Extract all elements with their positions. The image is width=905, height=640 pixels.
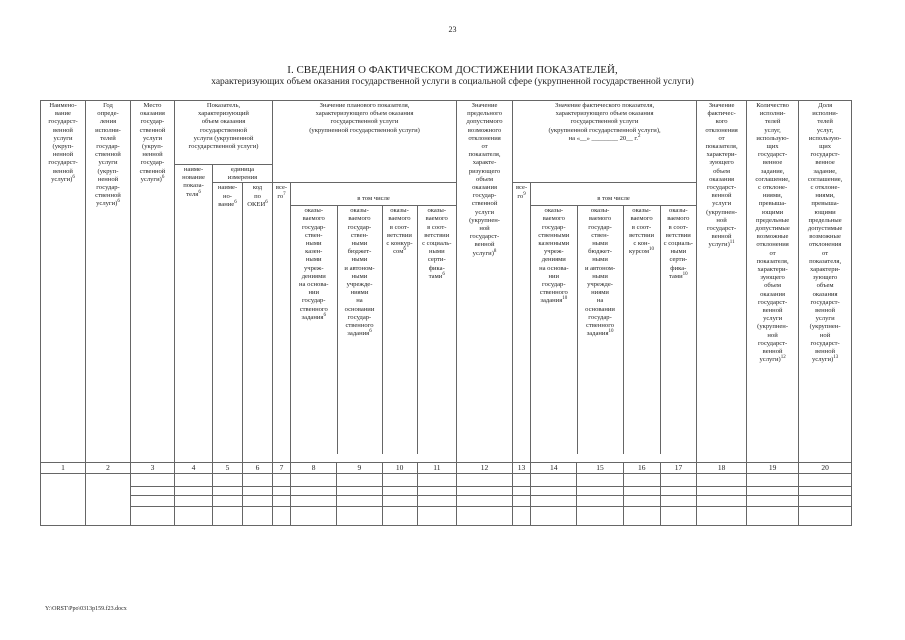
- column-number: 1: [41, 462, 86, 473]
- fact-including-label: в том числе: [531, 192, 696, 206]
- column-number: 9: [337, 462, 382, 473]
- empty-cell: [577, 506, 623, 525]
- empty-row: [41, 486, 852, 495]
- empty-cell: [131, 473, 175, 486]
- empty-cell: [697, 495, 747, 506]
- empty-cell: [417, 473, 456, 486]
- header-unit: единица измерения: [213, 165, 273, 183]
- column-number: 14: [531, 462, 577, 473]
- fact-sub-certificates: оказы- ваемого в соот- ветствии с социаль- ными серти- фика- тами$^{10}$: [663, 207, 693, 280]
- column-number: 7: [273, 462, 291, 473]
- empty-cell: [623, 486, 660, 495]
- empty-cell: [273, 486, 291, 495]
- fact-sub-contest: оказы- ваемого в соот- ветствии с кон- курсом$^{10}$: [623, 206, 660, 454]
- empty-cell: [131, 495, 175, 506]
- empty-cell: [337, 506, 382, 525]
- empty-cell: [697, 506, 747, 525]
- header-actual-deviation: Значение фактичес- кого отклонения от показателя, характери- зующего объем оказания государст- венной услуги (укрупнен- ной государст- венной услуги)$^{11}$: [697, 101, 747, 463]
- empty-cell: [799, 486, 852, 495]
- plan-sub-kazennye: оказы- ваемого государ- ствен- ными казен- ными учреж- дениями на основа- нии государ- ственного задания$^6$: [291, 206, 337, 454]
- empty-cell: [243, 495, 273, 506]
- empty-cell: [660, 486, 696, 495]
- empty-cell: [457, 506, 513, 525]
- empty-cell: [799, 473, 852, 486]
- empty-cell: [273, 495, 291, 506]
- column-number: 12: [457, 462, 513, 473]
- empty-cell: [513, 495, 531, 506]
- empty-cell: [291, 473, 337, 486]
- empty-cell: [417, 495, 456, 506]
- column-number: 8: [291, 462, 337, 473]
- empty-cell: [213, 506, 243, 525]
- empty-cell: [213, 486, 243, 495]
- column-number: 5: [213, 462, 243, 473]
- header-unit-code: код по ОКЕИ$^6$: [243, 183, 273, 462]
- empty-cell: [417, 486, 456, 495]
- empty-cell: [41, 473, 86, 525]
- section-subtitle: характеризующих объем оказания государственной услуги в социальной сфере (укрупненной государственной услуги): [211, 77, 694, 87]
- empty-cell: [337, 473, 382, 486]
- empty-cell: [697, 473, 747, 486]
- section-title: I. СВЕДЕНИЯ О ФАКТИЧЕСКОМ ДОСТИЖЕНИИ ПОКАЗАТЕЛЕЙ,: [287, 64, 618, 76]
- empty-cell: [660, 506, 696, 525]
- empty-cell: [382, 473, 417, 486]
- empty-cell: [457, 495, 513, 506]
- empty-cell: [623, 506, 660, 525]
- fact-sub-kazennye: оказы- ваемого государ- ственными казенными учреж- дениями на основа- нии государ- ственного задания$^{10}$: [531, 206, 577, 454]
- empty-cell: [291, 506, 337, 525]
- empty-cell: [623, 473, 660, 486]
- empty-row: [41, 495, 852, 506]
- empty-cell: [457, 473, 513, 486]
- header-indicator-name: наиме- нование показа- теля$^6$: [175, 165, 213, 463]
- column-number: 18: [697, 462, 747, 473]
- plan-sub-certificates: оказы- ваемого в соот- ветствии с социаль- ными серти- фика- тами$^6$: [422, 207, 452, 280]
- header-fact-total: все- $го^9$: [513, 183, 531, 462]
- empty-cell: [273, 506, 291, 525]
- empty-cell: [243, 506, 273, 525]
- empty-cell: [175, 473, 213, 486]
- empty-cell: [337, 486, 382, 495]
- empty-cell: [131, 506, 175, 525]
- header-executors-share: Доля исполни- телей услуг, использую- щих государст- венное задание, соглашение, с отклоне- ниями, превыша- ющими предельные допустимые возможные отклонения от показателя, характери- зующего объем оказания государст- венной услуги (укрупнен- ной государст- венной услуги)$^{13}$: [799, 101, 852, 463]
- empty-row: [41, 506, 852, 525]
- column-number-row: [41, 462, 852, 473]
- column-number: 10: [382, 462, 417, 473]
- empty-cell: [660, 495, 696, 506]
- header-plan-including: [291, 183, 457, 462]
- empty-cell: [273, 473, 291, 486]
- column-number: 20: [799, 462, 852, 473]
- empty-cell: [577, 495, 623, 506]
- empty-cell: [243, 486, 273, 495]
- plan-sub-contest: оказы- ваемого в соот- ветствии с конкур- сом$^6$: [382, 206, 417, 454]
- fact-sub-budget: оказы- ваемого государ- ствен- ными бюджет- ными и автоном- ными учрежде- ниями на основании государ- ственного задания$^{10}$: [577, 206, 623, 454]
- column-number: 17: [660, 462, 696, 473]
- column-number: 11: [417, 462, 456, 473]
- header-max-deviation: Значение предельного допустимого возможного отклонения от показателя, характе- ризующего объем оказания государ- ственной услуги (укрупнен- ной государст- венной услуги)$^8$: [457, 101, 513, 463]
- empty-cell: [577, 473, 623, 486]
- empty-cell: [131, 486, 175, 495]
- empty-cell: [531, 486, 577, 495]
- empty-cell: [382, 506, 417, 525]
- column-number: 4: [175, 462, 213, 473]
- column-number: 2: [86, 462, 131, 473]
- empty-cell: [291, 495, 337, 506]
- empty-cell: [175, 495, 213, 506]
- plan-including-label: в том числе: [291, 192, 456, 206]
- column-number: 6: [243, 462, 273, 473]
- empty-cell: [213, 473, 243, 486]
- empty-cell: [417, 506, 456, 525]
- empty-cell: [175, 486, 213, 495]
- indicators-table: [40, 100, 852, 526]
- header-fact-including: [531, 183, 697, 462]
- empty-cell: [697, 486, 747, 495]
- header-executors-count: Количество исполни- телей услуг, использую- щих государст- венное задание, соглашение, с отклоне- ниями, превыша- ющими предельные допустимые возможные отклонения от показателя, характери- зующего объем оказания государст- венной услуги (укрупнен- ной государст- венной услуги)$^{12}$: [747, 101, 799, 463]
- header-indicator: Показатель, характеризующий объем оказания государственной услуги (укрупненной государственной услуги): [175, 101, 273, 165]
- column-number: 13: [513, 462, 531, 473]
- page-number: 23: [448, 25, 457, 34]
- empty-cell: [660, 473, 696, 486]
- empty-cell: [747, 495, 799, 506]
- header-year: Год опреде- ления исполни- телей государ- ственной услуги (укруп- ненной государ- ственной услуги)$^6$: [86, 101, 131, 463]
- empty-cell: [531, 473, 577, 486]
- empty-cell: [243, 473, 273, 486]
- empty-cell: [513, 473, 531, 486]
- plan-sub-budget: оказы- ваемого государ- ствен- ными бюджет- ными и автоном- ными учрежде- ниями на основании государ- ственного задания$^6$: [337, 206, 382, 454]
- empty-cell: [577, 486, 623, 495]
- empty-cell: [747, 506, 799, 525]
- header-plan-total: все- $го^7$: [273, 183, 291, 462]
- column-number: 19: [747, 462, 799, 473]
- empty-cell: [531, 506, 577, 525]
- empty-cell: [291, 486, 337, 495]
- empty-cell: [747, 473, 799, 486]
- empty-cell: [513, 506, 531, 525]
- empty-cell: [213, 495, 243, 506]
- empty-cell: [531, 495, 577, 506]
- file-path-footer: Y:\ORST\Ppo\0313p159.f23.docx: [45, 606, 127, 612]
- empty-cell: [623, 495, 660, 506]
- column-number: 15: [577, 462, 623, 473]
- header-fact-value: Значение фактического показателя, характеризующего объем оказания государственной услуги (укрупненной государственной услуги), на «__» ________ 20__ г.$^2$: [513, 101, 697, 183]
- column-number: 3: [131, 462, 175, 473]
- header-plan-value: Значение планового показателя, характеризующего объем оказания государственной услуги (укрупненной государственной услуги): [273, 101, 457, 183]
- empty-cell: [513, 486, 531, 495]
- empty-cell: [747, 486, 799, 495]
- header-unit-name: наиме- но- вание$^6$: [213, 183, 243, 462]
- empty-cell: [175, 506, 213, 525]
- empty-row: [41, 473, 852, 486]
- empty-cell: [382, 495, 417, 506]
- empty-cell: [799, 506, 852, 525]
- empty-cell: [457, 486, 513, 495]
- header-service-name: Наимено- вание государст- венной услуги (укруп- ненной государст- венной услуги)$^6$: [41, 101, 86, 463]
- column-number: 16: [623, 462, 660, 473]
- empty-cell: [382, 486, 417, 495]
- empty-cell: [86, 473, 131, 525]
- empty-cell: [337, 495, 382, 506]
- empty-cell: [799, 495, 852, 506]
- header-place: Место оказания государ- ственной услуги (укруп- ненной государ- ственной услуги)$^6$: [131, 101, 175, 463]
